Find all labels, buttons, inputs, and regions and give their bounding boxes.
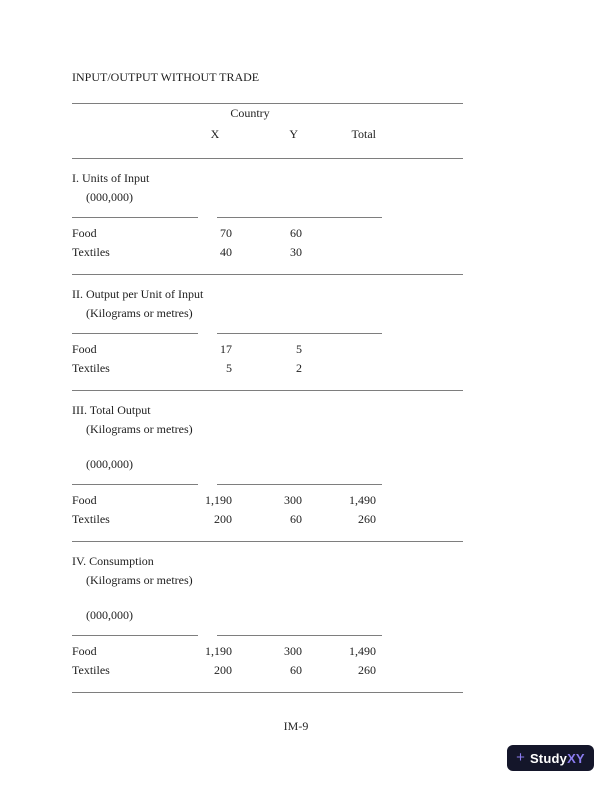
row-x-value: 17 [220, 342, 232, 356]
row-y-value: 60 [290, 512, 302, 526]
section-subline: (000,000) [86, 457, 133, 471]
row-y-value: 300 [284, 644, 302, 658]
row-label: Food [72, 644, 97, 658]
column-header-total: Total [351, 127, 376, 141]
partial-rule-right [217, 333, 382, 334]
row-y-value: 5 [296, 342, 302, 356]
row-y-value: 2 [296, 361, 302, 375]
row-total-value [302, 243, 376, 262]
table-row [72, 642, 463, 661]
partial-rule-left [72, 484, 198, 485]
row-total-value [302, 224, 376, 243]
section [72, 401, 463, 542]
section-subline: (Kilograms or metres) [86, 573, 193, 587]
section [72, 169, 463, 275]
table-row [72, 340, 463, 359]
section-heading: III. Total Output [72, 403, 151, 417]
row-total-value: 260 [358, 663, 376, 677]
country-label: Country [230, 106, 270, 120]
table-row [72, 359, 463, 378]
plus-icon: + [516, 749, 525, 766]
row-x-value: 1,190 [205, 493, 232, 507]
table-row [72, 661, 463, 680]
row-total-value: 260 [358, 512, 376, 526]
section-rows [72, 224, 463, 262]
section-end-rule [72, 541, 463, 542]
table-row [72, 243, 463, 262]
section-rows [72, 340, 463, 378]
partial-rule-right [217, 635, 382, 636]
row-label: Food [72, 226, 97, 240]
section-column-rules [72, 217, 463, 218]
header-bottom-rule [72, 158, 463, 159]
row-y-value: 60 [290, 663, 302, 677]
partial-rule-right [217, 217, 382, 218]
page-title: INPUT/OUTPUT WITHOUT TRADE [72, 70, 260, 84]
section-heading: I. Units of Input [72, 171, 150, 185]
section-end-rule [72, 274, 463, 275]
table-row [72, 224, 463, 243]
section-heading: IV. Consumption [72, 554, 154, 568]
row-label: Textiles [72, 512, 110, 526]
row-total-value: 1,490 [349, 644, 376, 658]
page-number: IM-9 [283, 719, 309, 733]
row-total-value [302, 340, 376, 359]
section-sublines [72, 571, 463, 625]
section-subline: (Kilograms or metres) [86, 422, 193, 436]
brand-accent: XY [567, 750, 585, 766]
row-label: Food [72, 342, 97, 356]
section-heading: II. Output per Unit of Input [72, 287, 204, 301]
section-column-rules [72, 635, 463, 636]
column-header-row [72, 125, 463, 144]
row-x-value: 1,190 [205, 644, 232, 658]
section-end-rule [72, 390, 463, 391]
section-column-rules [72, 484, 463, 485]
section [72, 285, 463, 391]
row-y-value: 300 [284, 493, 302, 507]
row-label: Textiles [72, 245, 110, 259]
partial-rule-left [72, 333, 198, 334]
studyxy-logo[interactable] [507, 745, 594, 771]
table-row [72, 491, 463, 510]
section-subline: (000,000) [86, 190, 133, 204]
blank-line [72, 590, 463, 606]
row-total-value [302, 359, 376, 378]
row-x-value: 70 [220, 226, 232, 240]
row-x-value: 200 [214, 512, 232, 526]
section-subline: (Kilograms or metres) [86, 306, 193, 320]
row-label: Textiles [72, 663, 110, 677]
row-x-value: 200 [214, 663, 232, 677]
section [72, 552, 463, 693]
row-x-value: 40 [220, 245, 232, 259]
brand-name [530, 752, 585, 765]
country-header-row [72, 104, 463, 123]
row-label: Textiles [72, 361, 110, 375]
document-content [72, 68, 463, 693]
section-sublines [72, 304, 463, 323]
table-row [72, 510, 463, 529]
partial-rule-right [217, 484, 382, 485]
row-y-value: 60 [290, 226, 302, 240]
section-end-rule [72, 692, 463, 693]
section-column-rules [72, 333, 463, 334]
section-subline: (000,000) [86, 608, 133, 622]
row-y-value: 30 [290, 245, 302, 259]
section-sublines [72, 188, 463, 207]
section-sublines [72, 420, 463, 474]
blank-line [72, 439, 463, 455]
section-rows [72, 642, 463, 680]
sections [72, 169, 463, 693]
row-label: Food [72, 493, 97, 507]
section-rows [72, 491, 463, 529]
partial-rule-left [72, 217, 198, 218]
column-header-x: X [210, 127, 220, 141]
partial-rule-left [72, 635, 198, 636]
row-x-value: 5 [226, 361, 232, 375]
column-header-y: Y [289, 127, 298, 141]
column-header-spacer [72, 125, 198, 144]
row-total-value: 1,490 [349, 493, 376, 507]
brand-primary: Study [529, 750, 568, 766]
